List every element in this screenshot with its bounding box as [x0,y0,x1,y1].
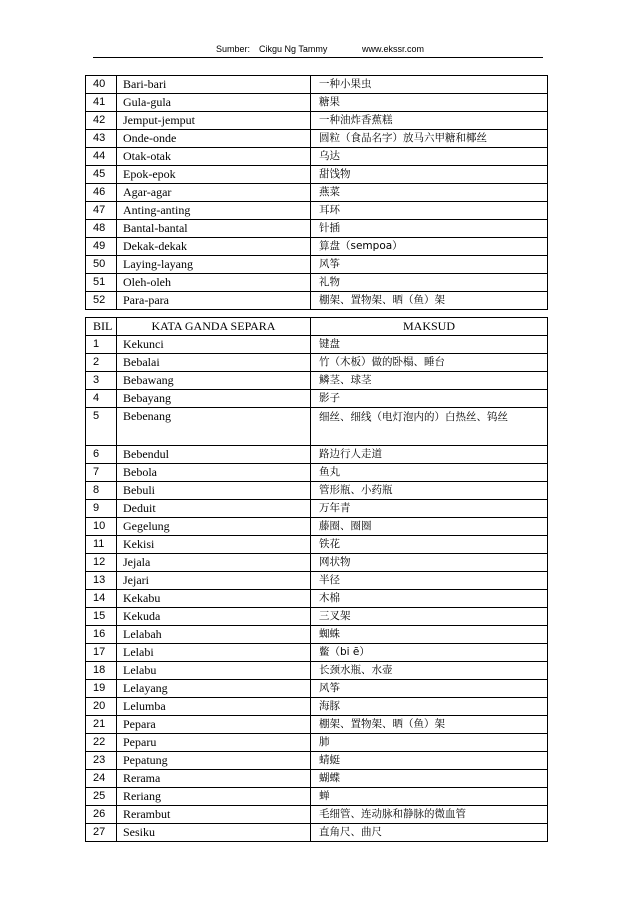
chinese-meaning: 风筝 [311,256,548,274]
malay-word: Laying-layang [117,256,311,274]
table-row [86,130,548,148]
malay-word: Jejari [117,572,311,590]
chinese-meaning: 半径 [311,572,548,590]
malay-word: Lelumba [117,698,311,716]
chinese-meaning: 毛细管、连动脉和静脉的微血管 [311,806,548,824]
chinese-meaning: 一种小果虫 [311,76,548,94]
malay-word: Agar-agar [117,184,311,202]
table-row [86,788,548,806]
row-number: 49 [86,238,117,256]
malay-word: Rerama [117,770,311,788]
chinese-meaning: 棚架、置物架、晒（鱼）架 [311,716,548,734]
malay-word: Dekak-dekak [117,238,311,256]
table-row [86,390,548,408]
malay-word: Lelabi [117,644,311,662]
row-number: 26 [86,806,117,824]
row-number: 21 [86,716,117,734]
table-row [86,608,548,626]
row-number: 11 [86,536,117,554]
table-row [86,482,548,500]
row-number: 8 [86,482,117,500]
chinese-meaning: 鱼丸 [311,464,548,482]
row-number: 27 [86,824,117,842]
table-row [86,680,548,698]
table-row [86,824,548,842]
chinese-meaning: 木棉 [311,590,548,608]
table-row [86,166,548,184]
header-divider [93,57,543,58]
malay-word: Para-para [117,292,311,310]
row-number: 14 [86,590,117,608]
table-row [86,806,548,824]
table-row [86,238,548,256]
row-number: 47 [86,202,117,220]
row-number: 22 [86,734,117,752]
row-number: 40 [86,76,117,94]
header-bil: BIL [86,318,117,336]
table-row [86,500,548,518]
table-row [86,274,548,292]
row-number: 50 [86,256,117,274]
malay-word: Bebuli [117,482,311,500]
malay-word: Peparu [117,734,311,752]
malay-word: Otak-otak [117,148,311,166]
row-number: 9 [86,500,117,518]
malay-word: Bantal-bantal [117,220,311,238]
row-number: 1 [86,336,117,354]
malay-word: Bebalai [117,354,311,372]
malay-word: Oleh-oleh [117,274,311,292]
table-row [86,590,548,608]
source-label: Sumber: [216,44,251,54]
table-row [86,698,548,716]
malay-word: Lelabah [117,626,311,644]
row-number: 6 [86,446,117,464]
row-number: 19 [86,680,117,698]
table-row [86,770,548,788]
chinese-meaning: 藤圈、圈圈 [311,518,548,536]
table-row [86,292,548,310]
page-header [0,44,638,58]
table-row [86,408,548,446]
chinese-meaning: 甜饯物 [311,166,548,184]
malay-word: Bebawang [117,372,311,390]
chinese-meaning: 路边行人走道 [311,446,548,464]
chinese-meaning: 蜘蛛 [311,626,548,644]
table-row [86,372,548,390]
row-number: 41 [86,94,117,112]
row-number: 10 [86,518,117,536]
malay-word: Onde-onde [117,130,311,148]
row-number: 18 [86,662,117,680]
table-row [86,354,548,372]
malay-word: Jemput-jemput [117,112,311,130]
row-number: 15 [86,608,117,626]
table-row [86,572,548,590]
malay-word: Kekuda [117,608,311,626]
table-row [86,644,548,662]
row-number: 17 [86,644,117,662]
row-number: 51 [86,274,117,292]
malay-word: Gula-gula [117,94,311,112]
chinese-meaning: 耳环 [311,202,548,220]
chinese-meaning: 一种油炸香蕉糕 [311,112,548,130]
malay-word: Pepatung [117,752,311,770]
chinese-meaning: 管形瓶、小药瓶 [311,482,548,500]
row-number: 12 [86,554,117,572]
chinese-meaning: 三叉架 [311,608,548,626]
chinese-meaning: 键盘 [311,336,548,354]
malay-word: Reriang [117,788,311,806]
row-number: 43 [86,130,117,148]
row-number: 4 [86,390,117,408]
chinese-meaning: 风筝 [311,680,548,698]
chinese-meaning: 蝉 [311,788,548,806]
row-number: 2 [86,354,117,372]
malay-word: Bebenang [117,408,311,446]
chinese-meaning: 细丝、细线（电灯泡内的）白热丝、钨丝 [311,408,548,446]
table-row [86,336,548,354]
table-row [86,464,548,482]
vocab-table-reduplicated [85,75,548,310]
chinese-meaning: 网状物 [311,554,548,572]
chinese-meaning: 影子 [311,390,548,408]
chinese-meaning: 棚架、置物架、晒（鱼）架 [311,292,548,310]
author-name: Cikgu Ng Tammy [259,44,328,54]
chinese-meaning: 竹（木板）做的卧榻、睡台 [311,354,548,372]
table-row [86,734,548,752]
malay-word: Bebayang [117,390,311,408]
table-row [86,220,548,238]
chinese-meaning: 糖果 [311,94,548,112]
row-number: 52 [86,292,117,310]
table-row [86,446,548,464]
malay-word: Kekabu [117,590,311,608]
table-row [86,626,548,644]
table-row [86,256,548,274]
chinese-meaning: 蝴蝶 [311,770,548,788]
row-number: 46 [86,184,117,202]
table-row [86,112,548,130]
malay-word: Epok-epok [117,166,311,184]
row-number: 24 [86,770,117,788]
chinese-meaning: 礼物 [311,274,548,292]
chinese-meaning: 针插 [311,220,548,238]
malay-word: Pepara [117,716,311,734]
malay-word: Kekisi [117,536,311,554]
chinese-meaning: 燕菜 [311,184,548,202]
table-header-row [86,318,548,336]
malay-word: Bari-bari [117,76,311,94]
table-row [86,202,548,220]
table-row [86,554,548,572]
row-number: 3 [86,372,117,390]
chinese-meaning: 海豚 [311,698,548,716]
table-row [86,716,548,734]
row-number: 42 [86,112,117,130]
chinese-meaning: 算盘（sempoa） [311,238,548,256]
chinese-meaning: 直角尺、曲尺 [311,824,548,842]
malay-word: Rerambut [117,806,311,824]
chinese-meaning: 长颈水瓶、水壶 [311,662,548,680]
row-number: 48 [86,220,117,238]
website-text: www.ekssr.com [362,44,425,54]
table-row [86,536,548,554]
chinese-meaning: 铁花 [311,536,548,554]
chinese-meaning: 蜻蜓 [311,752,548,770]
chinese-meaning: 鳞茎、球茎 [311,372,548,390]
table-row [86,76,548,94]
row-number: 23 [86,752,117,770]
malay-word: Gegelung [117,518,311,536]
table-row [86,148,548,166]
malay-word: Kekunci [117,336,311,354]
row-number: 5 [86,408,117,446]
row-number: 45 [86,166,117,184]
row-number: 13 [86,572,117,590]
table-row [86,752,548,770]
malay-word: Bebendul [117,446,311,464]
chinese-meaning: 乌达 [311,148,548,166]
malay-word: Lelabu [117,662,311,680]
row-number: 44 [86,148,117,166]
table-row [86,518,548,536]
malay-word: Lelayang [117,680,311,698]
vocab-table-partial-reduplication [85,317,548,842]
row-number: 7 [86,464,117,482]
malay-word: Jejala [117,554,311,572]
row-number: 25 [86,788,117,806]
chinese-meaning: 万年青 [311,500,548,518]
row-number: 16 [86,626,117,644]
header-meaning: MAKSUD [311,318,548,336]
chinese-meaning: 圆粒（食品名字）放马六甲糖和椰丝 [311,130,548,148]
malay-word: Sesiku [117,824,311,842]
malay-word: Bebola [117,464,311,482]
malay-word: Anting-anting [117,202,311,220]
table-row [86,94,548,112]
row-number: 20 [86,698,117,716]
table-row [86,184,548,202]
malay-word: Deduit [117,500,311,518]
table-row [86,662,548,680]
header-word: KATA GANDA SEPARA [117,318,311,336]
chinese-meaning: 肺 [311,734,548,752]
chinese-meaning: 鳖（bi ē） [311,644,548,662]
